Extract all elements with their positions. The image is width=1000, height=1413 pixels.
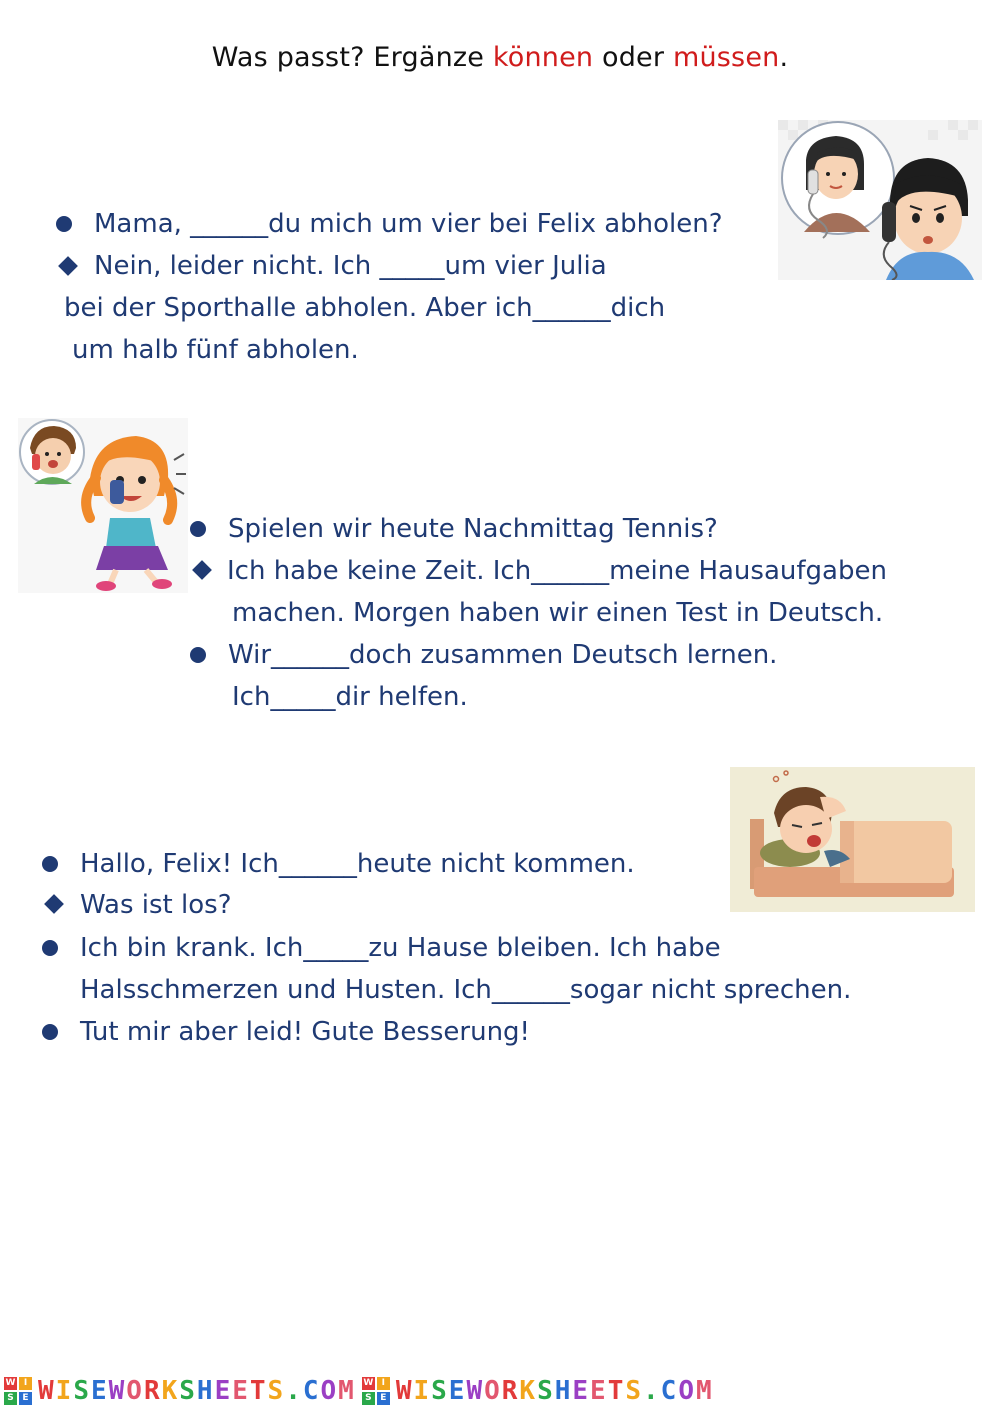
dialog2-line2: Ich habe keine Zeit. Ich______meine Hausaufgaben	[227, 556, 887, 586]
brand-letter: T	[249, 1376, 268, 1406]
brand-letter: W	[395, 1376, 414, 1406]
bullet-dot	[42, 856, 58, 872]
brand-letter: S	[625, 1376, 643, 1406]
phone-call-illustration	[778, 120, 982, 280]
brand-letter: E	[214, 1376, 233, 1406]
brand-letter: W	[38, 1376, 56, 1406]
dialog3-line5: Tut mir aber leid! Gute Besserung!	[80, 1017, 530, 1047]
logo-icon: W I S E	[362, 1377, 390, 1405]
brand-letter: C	[660, 1376, 679, 1406]
dialog1-line3: bei der Sporthalle abholen. Aber ich______dich	[64, 293, 666, 323]
brand-letter: M	[338, 1376, 356, 1406]
dialog2-line1: Spielen wir heute Nachmittag Tennis?	[228, 514, 718, 544]
logo-icon: W I S E	[4, 1377, 32, 1405]
brand-text	[396, 1376, 714, 1406]
bullet-dot	[56, 216, 72, 232]
brand-letter: .	[643, 1376, 661, 1406]
bullet-dot	[190, 521, 206, 537]
title-middle: oder	[593, 42, 673, 73]
brand-letter: O	[320, 1376, 339, 1406]
brand-letter: O	[126, 1376, 144, 1406]
brand-letter: K	[519, 1376, 538, 1406]
brand-letter: O	[484, 1376, 502, 1406]
brand-letter: E	[590, 1376, 608, 1406]
girl-on-phone-illustration	[18, 418, 188, 593]
brand-letter: I	[413, 1376, 432, 1406]
dialog2-line3: machen. Morgen haben wir einen Test in Deutsch.	[232, 598, 884, 628]
dialog2-line4: Wir______doch zusammen Deutsch lernen.	[228, 640, 778, 670]
brand-letter: E	[232, 1376, 250, 1406]
brand-letter: H	[196, 1376, 215, 1406]
bullet-dot	[42, 1024, 58, 1040]
brand-letter: M	[695, 1376, 714, 1406]
brand-letter: K	[161, 1376, 180, 1406]
dialog1-line4: um halb fünf abholen.	[72, 335, 359, 365]
brand-letter: S	[179, 1376, 197, 1406]
sick-boy-illustration	[730, 767, 975, 912]
footer-brand	[4, 1376, 356, 1406]
dialog3-line4: Halsschmerzen und Husten. Ich______sogar nicht sprechen.	[80, 975, 852, 1005]
brand-letter: O	[678, 1376, 696, 1406]
keyword-muessen: müssen	[672, 42, 780, 73]
dialog3-line2: Was ist los?	[80, 890, 232, 920]
bullet-dot	[190, 647, 206, 663]
brand-letter: H	[554, 1376, 573, 1406]
brand-letter: E	[90, 1376, 109, 1406]
bullet-diamond	[44, 894, 64, 914]
title-suffix: .	[779, 42, 789, 73]
brand-letter: S	[537, 1376, 555, 1406]
bullet-diamond	[58, 256, 78, 276]
dialog3-line3: Ich bin krank. Ich_____zu Hause bleiben. Ich habe	[80, 933, 721, 963]
brand-letter: W	[108, 1376, 127, 1406]
brand-letter: R	[501, 1376, 520, 1406]
bullet-dot	[42, 940, 58, 956]
worksheet-title	[0, 42, 1000, 73]
brand-letter: S	[267, 1376, 286, 1406]
dialog3-line1: Hallo, Felix! Ich______heute nicht kommen.	[80, 849, 635, 879]
brand-letter: I	[55, 1376, 74, 1406]
brand-letter: W	[466, 1376, 485, 1406]
brand-text	[38, 1376, 356, 1406]
brand-letter: S	[431, 1376, 449, 1406]
dialog1-line2: Nein, leider nicht. Ich _____um vier Julia	[94, 251, 607, 281]
dialog1-line1: Mama, ______du mich um vier bei Felix abholen?	[94, 209, 723, 239]
brand-letter: E	[448, 1376, 467, 1406]
bullet-diamond	[192, 560, 212, 580]
title-prefix: Was passt? Ergänze	[211, 42, 493, 73]
brand-letter: R	[143, 1376, 162, 1406]
dialog2-line5: Ich_____dir helfen.	[232, 682, 468, 712]
footer-brand	[362, 1376, 714, 1406]
footer-watermark	[0, 1374, 1000, 1408]
brand-letter: T	[607, 1376, 626, 1406]
brand-letter: C	[302, 1376, 321, 1406]
brand-letter: E	[572, 1376, 591, 1406]
brand-letter: S	[73, 1376, 91, 1406]
keyword-koennen: können	[492, 42, 594, 73]
brand-letter: .	[285, 1376, 303, 1406]
